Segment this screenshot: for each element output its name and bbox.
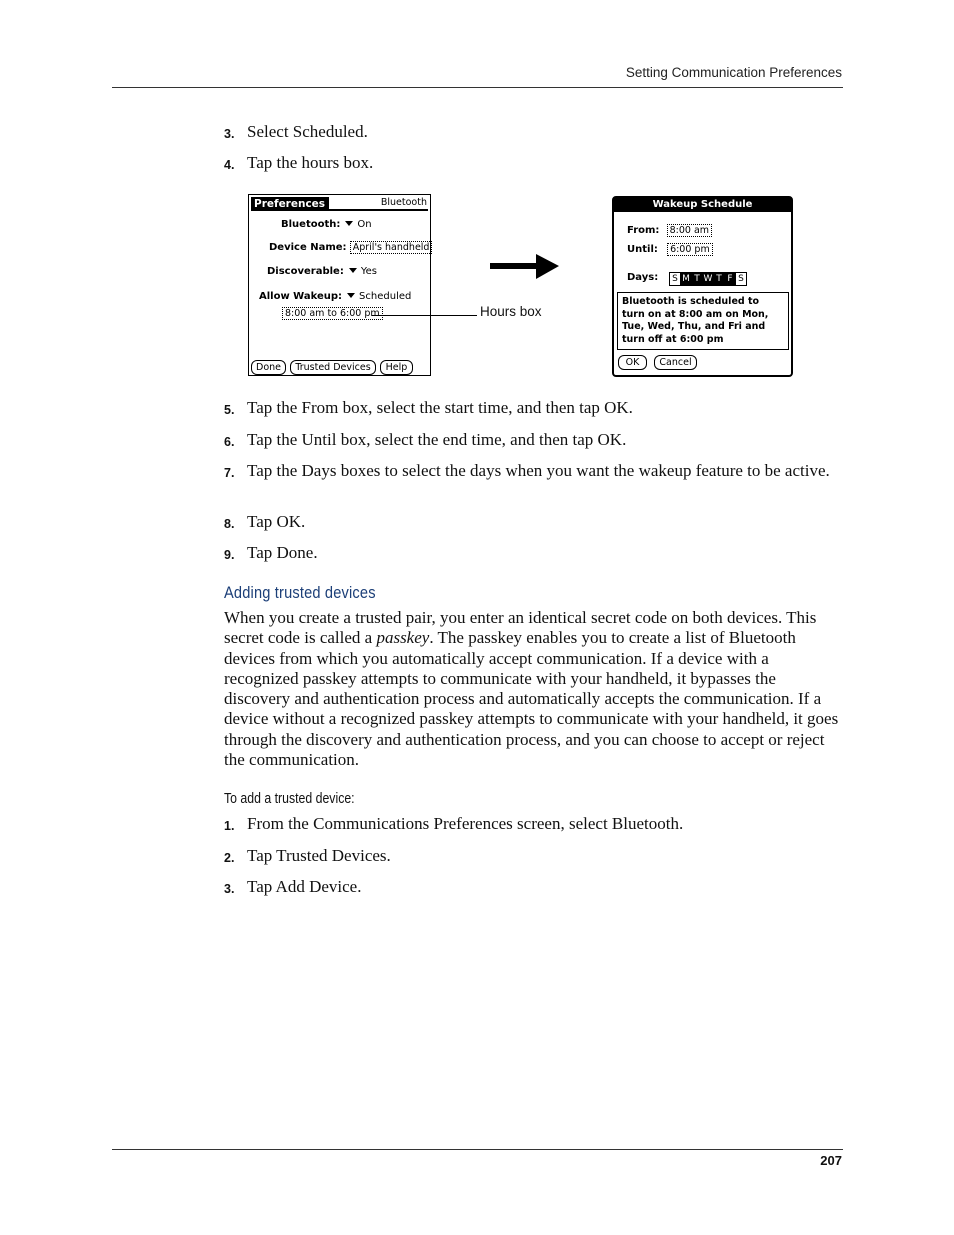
day-toggle: S bbox=[670, 273, 681, 285]
ok-button: OK bbox=[618, 355, 647, 370]
bluetooth-row bbox=[281, 219, 372, 230]
step-item bbox=[224, 846, 844, 866]
step-text: Tap Done. bbox=[247, 543, 318, 562]
dropdown-triangle-icon bbox=[347, 293, 355, 298]
step-text: Tap Add Device. bbox=[247, 877, 362, 896]
step-number: 3. bbox=[224, 882, 235, 896]
dropdown-triangle-icon bbox=[345, 221, 353, 226]
running-head: Setting Communication Preferences bbox=[625, 65, 842, 80]
from-label: From: bbox=[627, 225, 660, 236]
days-selector bbox=[669, 272, 747, 286]
step-text: Tap the From box, select the start time, and then tap OK. bbox=[247, 398, 633, 417]
paragraph-text: . The passkey enables you to create a list of Bluetooth devices from which you automatically accept communication. If a device with a recognized passkey attempts to communicate with your handheld, it bypasses the discovery and authentication process and automatically accepts the communication. If a device without a recognized passkey attempts to communicate with your handheld, it goes through the discovery and authentication process, and you can choose to accept or reject the communication. bbox=[224, 628, 839, 770]
allow-wakeup-label: Allow Wakeup: bbox=[259, 291, 343, 302]
page-number: 207 bbox=[820, 1153, 842, 1168]
bluetooth-value: On bbox=[357, 219, 372, 230]
step-number: 4. bbox=[224, 158, 235, 172]
device-name-row bbox=[269, 242, 432, 253]
footer-rule bbox=[112, 1149, 843, 1150]
day-toggle: W bbox=[703, 274, 713, 284]
preferences-screenshot bbox=[248, 194, 431, 376]
day-toggle: M bbox=[681, 273, 692, 285]
procedure-heading: To add a trusted device: bbox=[224, 790, 355, 807]
discoverable-row bbox=[267, 266, 377, 277]
step-number: 8. bbox=[224, 517, 235, 531]
discoverable-label: Discoverable: bbox=[267, 266, 344, 277]
day-toggle: T bbox=[692, 273, 703, 285]
step-text: Tap the Until box, select the end time, and then tap OK. bbox=[247, 430, 627, 449]
hours-box-callout: Hours box bbox=[480, 304, 542, 319]
wakeup-message: Bluetooth is scheduled to turn on at 8:00 am on Mon, Tue, Wed, Thu, and Fri and turn off at 6:00 pm bbox=[617, 292, 789, 350]
wakeup-schedule-title: Wakeup Schedule bbox=[614, 198, 791, 212]
preferences-title: Preferences bbox=[251, 197, 329, 211]
step-item bbox=[224, 512, 844, 532]
right-arrow-icon bbox=[490, 254, 560, 280]
step-text: Tap the hours box. bbox=[247, 153, 374, 172]
cancel-button: Cancel bbox=[654, 355, 697, 370]
callout-line bbox=[372, 315, 477, 316]
step-number: 9. bbox=[224, 548, 235, 562]
day-toggle: F bbox=[725, 273, 736, 285]
day-toggle: S bbox=[738, 274, 744, 284]
body-paragraph bbox=[224, 608, 846, 770]
step-item bbox=[224, 877, 844, 897]
bluetooth-label: Bluetooth: bbox=[281, 219, 341, 230]
step-item bbox=[224, 122, 844, 142]
until-row bbox=[627, 244, 713, 255]
help-button: Help bbox=[380, 360, 413, 375]
paragraph-emphasis: passkey bbox=[376, 628, 430, 648]
device-name-field: April's handheld bbox=[350, 241, 433, 254]
step-item bbox=[224, 153, 844, 173]
section-heading: Adding trusted devices bbox=[224, 583, 376, 602]
step-text: Tap Trusted Devices. bbox=[247, 846, 391, 865]
step-number: 2. bbox=[224, 851, 235, 865]
from-field: 8:00 am bbox=[667, 224, 712, 237]
dropdown-triangle-icon bbox=[349, 268, 357, 273]
step-number: 5. bbox=[224, 403, 235, 417]
paragraph-text: When you create a trusted pair, you enter an identical secret code on both devices. This secret code is called a bbox=[224, 608, 817, 648]
header-rule bbox=[112, 87, 843, 88]
step-item bbox=[224, 430, 844, 450]
hours-row bbox=[282, 308, 383, 319]
step-item bbox=[224, 543, 844, 563]
from-row bbox=[627, 225, 712, 236]
step-text: Tap OK. bbox=[247, 512, 306, 531]
step-text: From the Communications Preferences screen, select Bluetooth. bbox=[247, 814, 684, 833]
step-item bbox=[224, 398, 844, 418]
wakeup-schedule-screenshot bbox=[612, 196, 793, 377]
step-number: 6. bbox=[224, 435, 235, 449]
until-label: Until: bbox=[627, 244, 658, 255]
hours-box: 8:00 am to 6:00 pm bbox=[282, 307, 383, 320]
title-underline bbox=[251, 209, 428, 211]
device-name-label: Device Name: bbox=[269, 242, 347, 253]
days-label: Days: bbox=[627, 272, 659, 283]
step-text: Select Scheduled. bbox=[247, 122, 368, 141]
allow-wakeup-value: Scheduled bbox=[359, 291, 412, 302]
day-toggle: T bbox=[714, 273, 725, 285]
step-text: Tap the Days boxes to select the days when you want the wakeup feature to be active. bbox=[247, 461, 830, 480]
trusted-devices-button: Trusted Devices bbox=[290, 360, 376, 375]
discoverable-value: Yes bbox=[360, 266, 377, 277]
done-button: Done bbox=[251, 360, 286, 375]
days-row bbox=[627, 272, 658, 283]
until-field: 6:00 pm bbox=[667, 243, 713, 256]
allow-wakeup-row bbox=[259, 291, 411, 302]
step-item bbox=[224, 814, 844, 834]
step-number: 1. bbox=[224, 819, 235, 833]
step-number: 7. bbox=[224, 466, 235, 480]
step-number: 3. bbox=[224, 127, 235, 141]
step-item bbox=[224, 461, 844, 481]
preferences-category: Bluetooth bbox=[380, 197, 427, 208]
